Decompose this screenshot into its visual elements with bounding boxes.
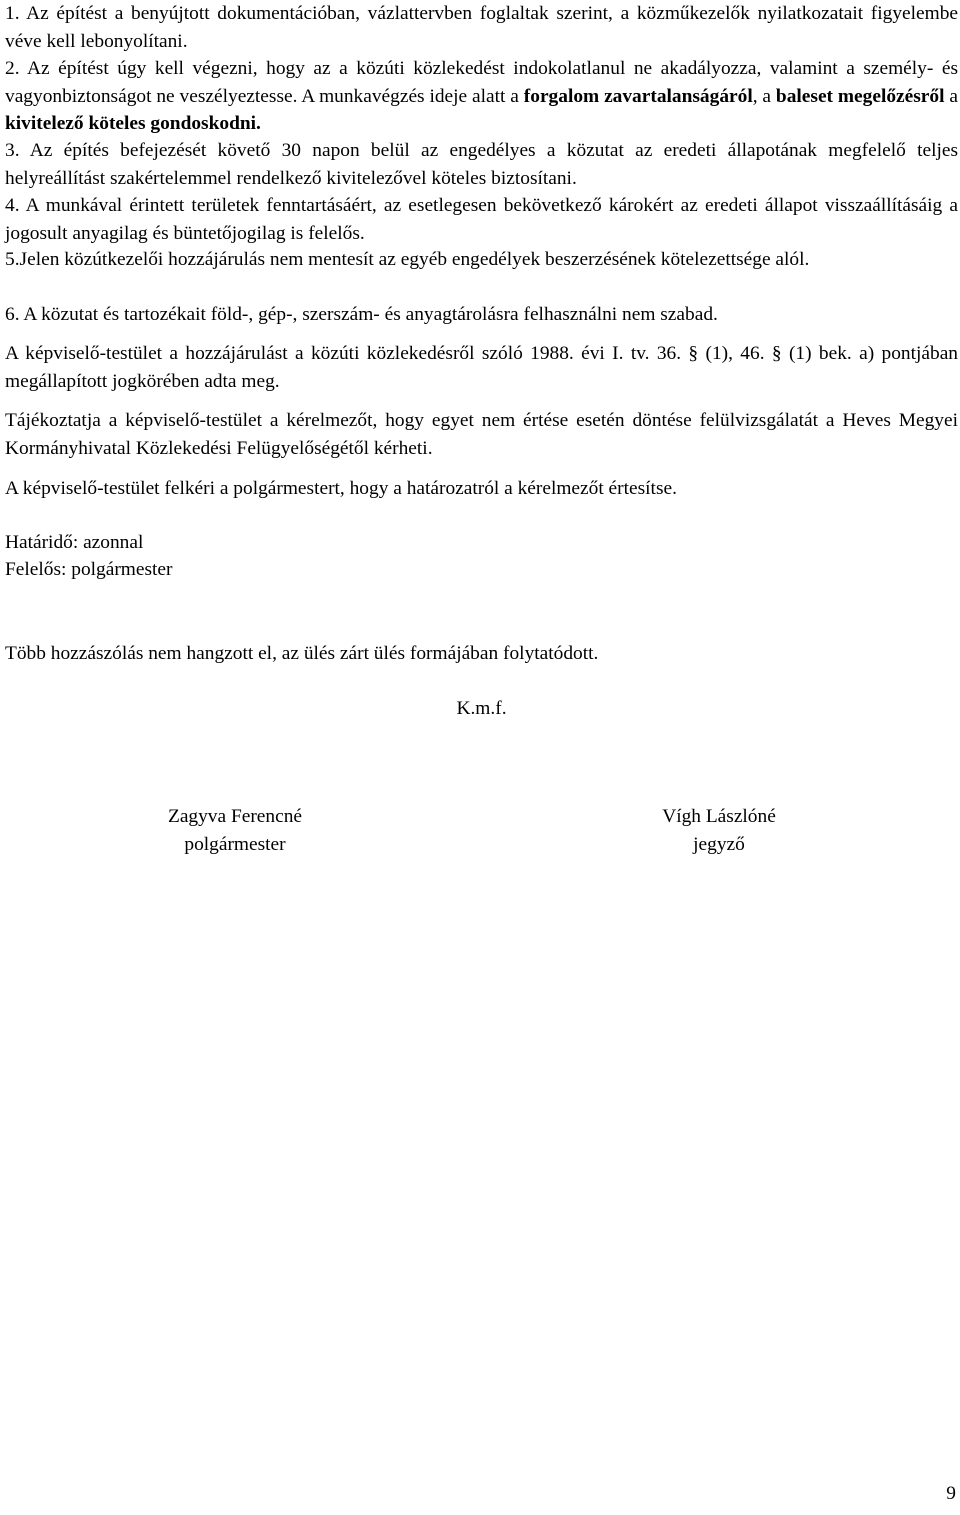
responsible-line: Felelős: polgármester xyxy=(5,559,173,580)
condition-text: Az építést a benyújtott dokumentációban, vázlattervben foglaltak szerint, a közműkezelők nyilatkozatait figyelembe véve kell lebonyolítani. xyxy=(5,3,959,52)
deadline-line: Határidő: azonnal xyxy=(5,532,144,553)
legal-basis-paragraph: A képviselő-testület a hozzájárulást a közúti közlekedésről szóló 1988. évi I. tv. 36. § (1), 46. § (1) bek. a) pontjában megállapított jogkörében adta meg. xyxy=(5,343,958,392)
appeal-info-paragraph: Tájékoztatja a képviselő-testület a kérelmezőt, hogy egyet nem értése esetén döntése felülvizsgálatát a Heves Megyei Kormányhivatal Közlekedési Felügyelőségétől kérheti. xyxy=(5,410,958,459)
condition-text: Az építést úgy kell végezni, hogy az a közúti közlekedést indokolatlanul ne akadályozza, valamint a személy- és vagyonbiztonságot ne veszélyeztesse. A munkavégzés ideje alatt a xyxy=(5,58,958,107)
page-number: 9 xyxy=(946,1483,956,1504)
condition-3 xyxy=(5,137,958,192)
condition-number: 2. xyxy=(5,58,20,79)
condition-6 xyxy=(5,301,958,329)
signature-left xyxy=(105,803,365,858)
signatory-title: polgármester xyxy=(184,833,286,855)
condition-text-part: a xyxy=(944,85,958,107)
condition-number: 5. xyxy=(5,249,20,270)
condition-4 xyxy=(5,192,958,247)
condition-5 xyxy=(5,246,958,274)
condition-text: A közutat és tartozékait föld-, gép-, szerszám- és anyagtárolásra felhasználni nem szabad. xyxy=(23,304,718,325)
signatory-name: Vígh Lászlóné xyxy=(662,806,776,827)
signatory-title: jegyző xyxy=(693,833,745,855)
bold-phrase: kivitelező köteles gondoskodni. xyxy=(5,113,261,134)
condition-text: Az építés befejezését követő 30 napon belül az engedélyes a közutat az eredeti állapotának megfelelő teljes helyreállítást szakértelemmel rendelkező kivitelezővel köteles biztosítani. xyxy=(5,140,958,189)
notify-paragraph: A képviselő-testület felkéri a polgármestert, hogy a határozatról a kérelmezőt értesítse. xyxy=(5,478,677,499)
signatory-name: Zagyva Ferencné xyxy=(167,806,303,827)
closing-paragraph: Több hozzászólás nem hangzott el, az ülés zárt ülés formájában folytatódott. xyxy=(5,643,599,664)
kmf-label: K.m.f. xyxy=(456,698,507,719)
condition-number: 1. xyxy=(5,3,20,24)
condition-number: 3. xyxy=(5,140,20,161)
condition-number: 4. xyxy=(5,195,20,216)
condition-number: 6. xyxy=(5,304,20,325)
condition-2 xyxy=(5,55,958,138)
bold-phrase: baleset megelőzésről xyxy=(775,85,945,107)
condition-1 xyxy=(5,0,958,55)
condition-text-part: , a xyxy=(752,85,776,107)
signature-right xyxy=(589,803,849,858)
condition-text: Jelen közútkezelői hozzájárulás nem mentesít az egyéb engedélyek beszerzésének kötelezettsége alól. xyxy=(19,249,810,270)
bold-phrase: forgalom zavartalanságáról xyxy=(523,85,753,107)
condition-text: A munkával érintett területek fenntartásáért, az esetlegesen bekövetkező károkért az eredeti állapot visszaállításáig a jogosult anyagilag és büntetőjogilag is felelős. xyxy=(5,195,958,244)
